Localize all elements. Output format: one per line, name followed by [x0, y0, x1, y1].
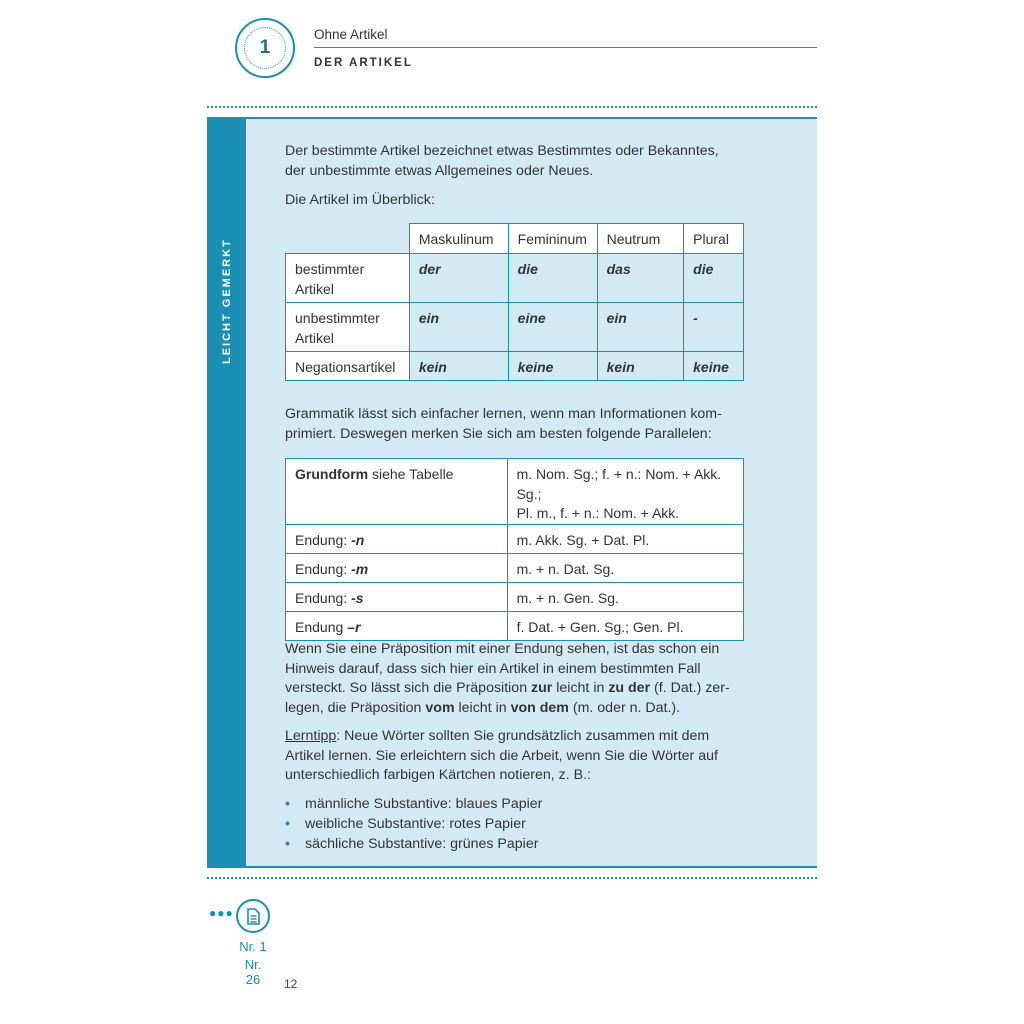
list-item — [285, 814, 542, 834]
ending-plain: siehe Tabelle — [368, 466, 454, 482]
ending-bold: –r — [347, 618, 361, 635]
table-cell: ein — [597, 303, 684, 352]
table-cell: kein — [597, 352, 684, 381]
ending-plain: Endung: — [295, 589, 352, 606]
intro-line: der unbestimmte etwas Allgemeines oder Neues. — [285, 162, 594, 179]
row-label-line: bestimmter — [295, 261, 365, 277]
intro-text — [285, 142, 755, 181]
prep-text: (f. Dat.) zer- — [650, 680, 730, 696]
ending-bold: -s — [351, 589, 364, 606]
prep-bold: von dem — [510, 699, 569, 716]
table-row — [286, 352, 744, 381]
table-cell: der — [409, 254, 508, 303]
tip-line — [285, 727, 755, 747]
table-cell: keine — [684, 352, 744, 381]
info-box-label: LEICHT GEMERKT — [221, 238, 233, 364]
row-label-line: unbestimmter — [295, 310, 380, 326]
color-card-list — [285, 794, 542, 854]
bottom-dotted-divider — [207, 877, 817, 879]
table-header-cell: Maskulinum — [409, 224, 508, 254]
table-row — [286, 303, 744, 352]
list-item-text: weibliche Substantive: rotes Papier — [305, 816, 526, 832]
prep-bold: vom — [425, 699, 455, 716]
ending-bold: Grundform — [295, 466, 369, 482]
intro-line: Der bestimmte Artikel bezeichnet etwas Bestimmtes oder Bekanntes, — [285, 143, 719, 159]
list-item — [285, 794, 542, 814]
ending-plain: Endung: — [295, 560, 352, 577]
table-cell: das — [597, 254, 684, 303]
info-box-sidebar — [207, 119, 246, 866]
table-row — [286, 553, 744, 582]
grammar-text — [285, 405, 755, 444]
list-item-text: sächliche Substantive: grünes Papier — [305, 836, 539, 852]
ending-value-line: m. Nom. Sg.; f. + n.: Nom. + Akk. Sg.; — [516, 466, 722, 502]
ending-value: f. Dat. + Gen. Sg.; Gen. Pl. — [507, 611, 743, 640]
ending-label — [286, 524, 508, 553]
prep-text: leicht in — [454, 699, 511, 716]
prep-line: Hinweis darauf, dass sich hier ein Artikel in einem bestimmten Fall — [285, 660, 701, 677]
table-cell: - — [684, 303, 744, 352]
row-label — [286, 352, 410, 381]
ellipsis-icon: ●●● — [209, 906, 234, 920]
table-cell: die — [684, 254, 744, 303]
chapter-number: 1 — [244, 27, 286, 69]
ending-value: m. Akk. Sg. + Dat. Pl. — [507, 524, 743, 553]
grammar-line: Grammatik lässt sich einfacher lernen, wenn man Informationen kom- — [285, 406, 722, 422]
prep-text: legen, die Präposition — [285, 699, 426, 716]
ending-plain: Endung: — [295, 531, 352, 548]
section-heading: DER ARTIKEL — [314, 57, 413, 69]
ending-plain: Endung — [295, 618, 348, 635]
table-row — [286, 611, 744, 640]
tip-text: : Neue Wörter sollten Sie grundsätzlich zusammen mit dem — [336, 728, 710, 744]
prep-bold: zur — [531, 680, 553, 696]
table-row — [286, 582, 744, 611]
bullet-icon: • — [285, 836, 290, 852]
table-cell: kein — [409, 352, 508, 381]
grammar-line: primiert. Deswegen merken Sie sich am besten folgende Parallelen: — [285, 425, 712, 442]
prep-line: Wenn Sie eine Präposition mit einer Endung sehen, ist das schon ein — [285, 641, 720, 657]
chapter-badge — [235, 18, 295, 78]
overview-label: Die Artikel im Überblick: — [285, 192, 435, 208]
list-item-text: männliche Substantive: blaues Papier — [305, 796, 543, 812]
prep-text: (m. oder n. Dat.). — [568, 699, 681, 716]
chapter-title: Ohne Artikel — [314, 27, 388, 42]
reference-link[interactable]: Nr. 26 — [244, 957, 262, 987]
row-label — [286, 254, 410, 303]
ending-bold: -m — [351, 560, 369, 577]
preposition-text — [285, 640, 755, 718]
table-cell: eine — [508, 303, 597, 352]
prep-bold: zu der — [608, 680, 651, 696]
bullet-icon: • — [285, 816, 290, 832]
row-label — [286, 303, 410, 352]
tip-line: Artikel lernen. Sie erleichtern sich die Arbeit, wenn Sie die Wörter auf — [285, 747, 718, 764]
ending-label — [286, 582, 508, 611]
table-header-cell: Femininum — [508, 224, 597, 254]
row-label-line: Artikel — [295, 280, 334, 297]
prep-text: leicht in — [552, 680, 609, 696]
row-label-line: Negationsartikel — [295, 359, 396, 375]
prep-line — [285, 679, 755, 699]
table-cell: ein — [409, 303, 508, 352]
ending-value-line: Pl. m., f. + n.: Nom. + Akk. — [516, 505, 680, 521]
tip-line: unterschiedlich farbigen Kärtchen notieren, z. B.: — [285, 767, 591, 783]
table-row — [286, 459, 744, 525]
endings-table — [285, 458, 744, 641]
ending-label — [286, 553, 508, 582]
table-header-row — [286, 224, 744, 254]
reference-link[interactable]: Nr. 1 — [239, 939, 267, 954]
document-icon[interactable] — [236, 899, 270, 933]
page-number: 12 — [284, 977, 298, 991]
table-cell: keine — [508, 352, 597, 381]
ending-bold: -n — [351, 531, 365, 548]
table-header-cell: Plural — [684, 224, 744, 254]
ending-value: m. + n. Gen. Sg. — [507, 582, 743, 611]
bullet-icon: • — [285, 796, 290, 812]
tip-label: Lerntipp — [285, 728, 337, 744]
table-row — [286, 524, 744, 553]
chapter-rule — [314, 47, 817, 48]
table-cell: die — [508, 254, 597, 303]
prep-line — [285, 699, 755, 719]
list-item — [285, 834, 542, 854]
ending-label — [286, 611, 508, 640]
learning-tip — [285, 727, 755, 786]
table-corner — [286, 224, 410, 254]
top-dotted-divider — [207, 106, 817, 108]
document-icon-glyph — [238, 901, 268, 931]
table-header-cell: Neutrum — [597, 224, 684, 254]
ending-label — [286, 459, 508, 525]
table-row — [286, 254, 744, 303]
article-table — [285, 223, 744, 381]
ending-value — [507, 459, 743, 525]
ending-value: m. + n. Dat. Sg. — [507, 553, 743, 582]
prep-text: versteckt. So lässt sich die Präposition — [285, 680, 532, 696]
row-label-line: Artikel — [295, 329, 334, 346]
